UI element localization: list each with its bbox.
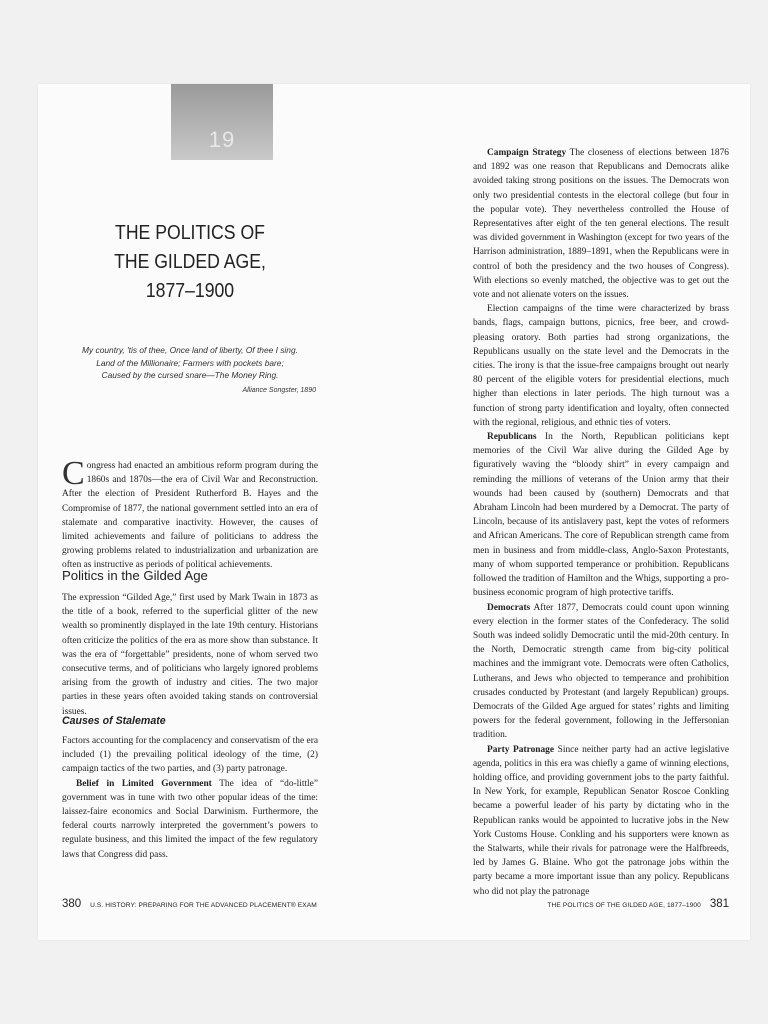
section-heading: Politics in the Gilded Age [62, 568, 208, 583]
campaign-text: The closeness of elections between 1876 and 1892 was one reason that Republicans and Democrats alike avoided taking strong positions on the issues. The Democrats won only two presidential contests in the electoral college (but four in the popular vote). They nevertheless controlled the House of Representatives after eight of the ten general elections. The result was divided government in Washington (except for two years of the Harrison administration, 1889–1891, when the Republicans were in control of both the presidency and the two houses of Congress). With elections so evenly matched, the objective was to get out the vote and not alienate voters on the issues. [473, 148, 729, 301]
chapter-title-line: THE GILDED AGE, [114, 250, 266, 273]
chapter-number-tab [171, 84, 273, 160]
campaign-heading: Campaign Strategy [487, 148, 567, 158]
right-running-footer: THE POLITICS OF THE GILDED AGE, 1877–1900 [547, 902, 701, 909]
right-footer [429, 894, 729, 912]
subsection-heading-block [62, 714, 318, 728]
epigraph-line: My country, 'tis of thee, Once land of liberty, Of thee I sing. [82, 345, 298, 355]
right-page [473, 84, 729, 940]
belief-paragraph [62, 777, 318, 862]
intro-paragraph [62, 455, 318, 573]
section-text-block [62, 591, 318, 719]
republicans-heading: Republicans [487, 432, 537, 443]
chapter-title-line: 1877–1900 [145, 279, 235, 302]
campaign-paragraph [473, 146, 729, 302]
epigraph-line: Land of the Millionaire; Farmers with pockets bare; [96, 357, 284, 368]
belief-text: The idea of “do-little” government was in tune with two other popular ideas of the time: laissez-faire economics and Social Darwinism. Furthermore, the federal courts narrowly interpreted the government’s powers to regulate business, and this limited the impact of the few regulatory laws that Congress did pass. [62, 778, 318, 860]
patronage-text: Since neither party had an active legislative agenda, politics in this era was chiefly a game of winning elections, holding office, and providing government jobs to the party faithful. In New York, for example, Republican Senator Roscoe Conkling became a powerful leader of his party by dictating who in the Republican ranks would be appointed to lucrative jobs in the New York Customs House. Conkling and his supporters were known as the Stalwarts, while their rivals for patronage were the Halfbreeds, led by James G. Blaine. Who got the patronage jobs within the party became a more important issue than any policy. Republicans who did not play the patronage [473, 744, 729, 897]
left-footer [62, 894, 362, 912]
epigraph-attribution: Alliance Songster, 1890 [242, 386, 316, 394]
subsection-paragraph: Factors accounting for the complacency and conservatism of the era included (1) the prevailing political ideology of the time, (2) campaign tactics of the two parties, and (3) party patronage. [62, 736, 318, 775]
democrats-text: After 1877, Democrats could count upon winning every election in the former states of the Confederacy. The solid South was indeed solidly Democratic until the mid-20th century. In the North, Democratic strength came from big-city political machines and the immigrant vote. Democrats were often Catholics, Lutherans, and Jews who objected to temperance and prohibition crusades conducted by Protestant (and largely Republican) groups. Democrats of the Gilded Age argued for states’ rights and limiting powers for the federal government, following in the Jeffersonian tradition. [473, 602, 729, 741]
patronage-heading: Party Patronage [487, 744, 555, 755]
left-running-footer: U.S. HISTORY: PREPARING FOR THE ADVANCED PLACEMENT® EXAM [90, 902, 317, 909]
democrats-heading: Democrats [487, 602, 531, 613]
chapter-title [80, 218, 300, 305]
left-page-number: 380 [62, 898, 82, 910]
belief-heading: Belief in Limited Government [76, 778, 212, 789]
intro-text: ongress had enacted an ambitious reform program during the 1860s and 1870s—the era of Civil War and Reconstruction. After the election of President Rutherford B. Hayes and the Compromise of 1877, the national government settled into an era of stalemate and comparative inactivity. However, the causes of limited achievements and failure of politicians to address the growing problems related to industrialization and urbanization are often as instructive as periods of political achievements. [62, 461, 318, 571]
subsection-heading: Causes of Stalemate [62, 715, 166, 727]
drop-cap: C [62, 455, 85, 492]
left-page [62, 84, 318, 940]
right-page-number: 381 [709, 898, 729, 910]
democrats-paragraph [473, 601, 729, 743]
subsection-text-block [62, 734, 318, 862]
epigraph-line: Caused by the cursed snare—The Money Ring. [101, 370, 279, 380]
section-heading-block [62, 568, 318, 584]
section-paragraph: The expression “Gilded Age,” first used by Mark Twain in 1873 as the title of a book, referred to the superficial glitter of the new wealth so prominently displayed in the late 19th century. Historians often criticize the politics of the era as more show than substance. It was the era of “forgettable” presidents, none of whom served two consecutive terms, and of politicians who largely ignored problems arising from the growth of industry and cities. The two major parties in these years often avoided taking stands on controversial issues. [62, 593, 318, 717]
intro-block [62, 455, 318, 573]
campaign-paragraph-2: Election campaigns of the time were characterized by brass bands, flags, campaign buttons, picnics, free beer, and crowd-pleasing oratory. Both parties had strong organizations, the Republicans usually on the state level and the Democrats in the cities. The irony is that the issue-free campaigns brought out nearly 80 percent of the eligible voters for presidential elections, much higher than elections in later periods. The high turnout was a function of strong party identification and loyalty, often connected with the regional, religious, and ethnic ties of voters. [473, 304, 729, 428]
chapter-number: 19 [208, 127, 236, 152]
right-text-block [473, 146, 729, 899]
republicans-text: In the North, Republican politicians kept memories of the Civil War alive during the Gilded Age by figuratively waving the “bloody shirt” in every campaign and reminding the millions of veterans of the Union army that their wounds had been caused by (southern) Democrats and that Abraham Lincoln had been murdered by a Democrat. The party of Lincoln, because of its antislavery past, kept the votes of reformers and African Americans. The core of Republican strength came from men in business and from middle-class, Anglo-Saxon Protestants, many of whom supported temperance or prohibition. Republicans followed the tradition of Hamilton and the Whigs, supporting a pro-business economic program of high protective tariffs. [473, 432, 729, 599]
patronage-paragraph [473, 743, 729, 899]
epigraph [62, 344, 318, 397]
chapter-title-line: THE POLITICS OF [115, 221, 265, 244]
republicans-paragraph [473, 430, 729, 600]
